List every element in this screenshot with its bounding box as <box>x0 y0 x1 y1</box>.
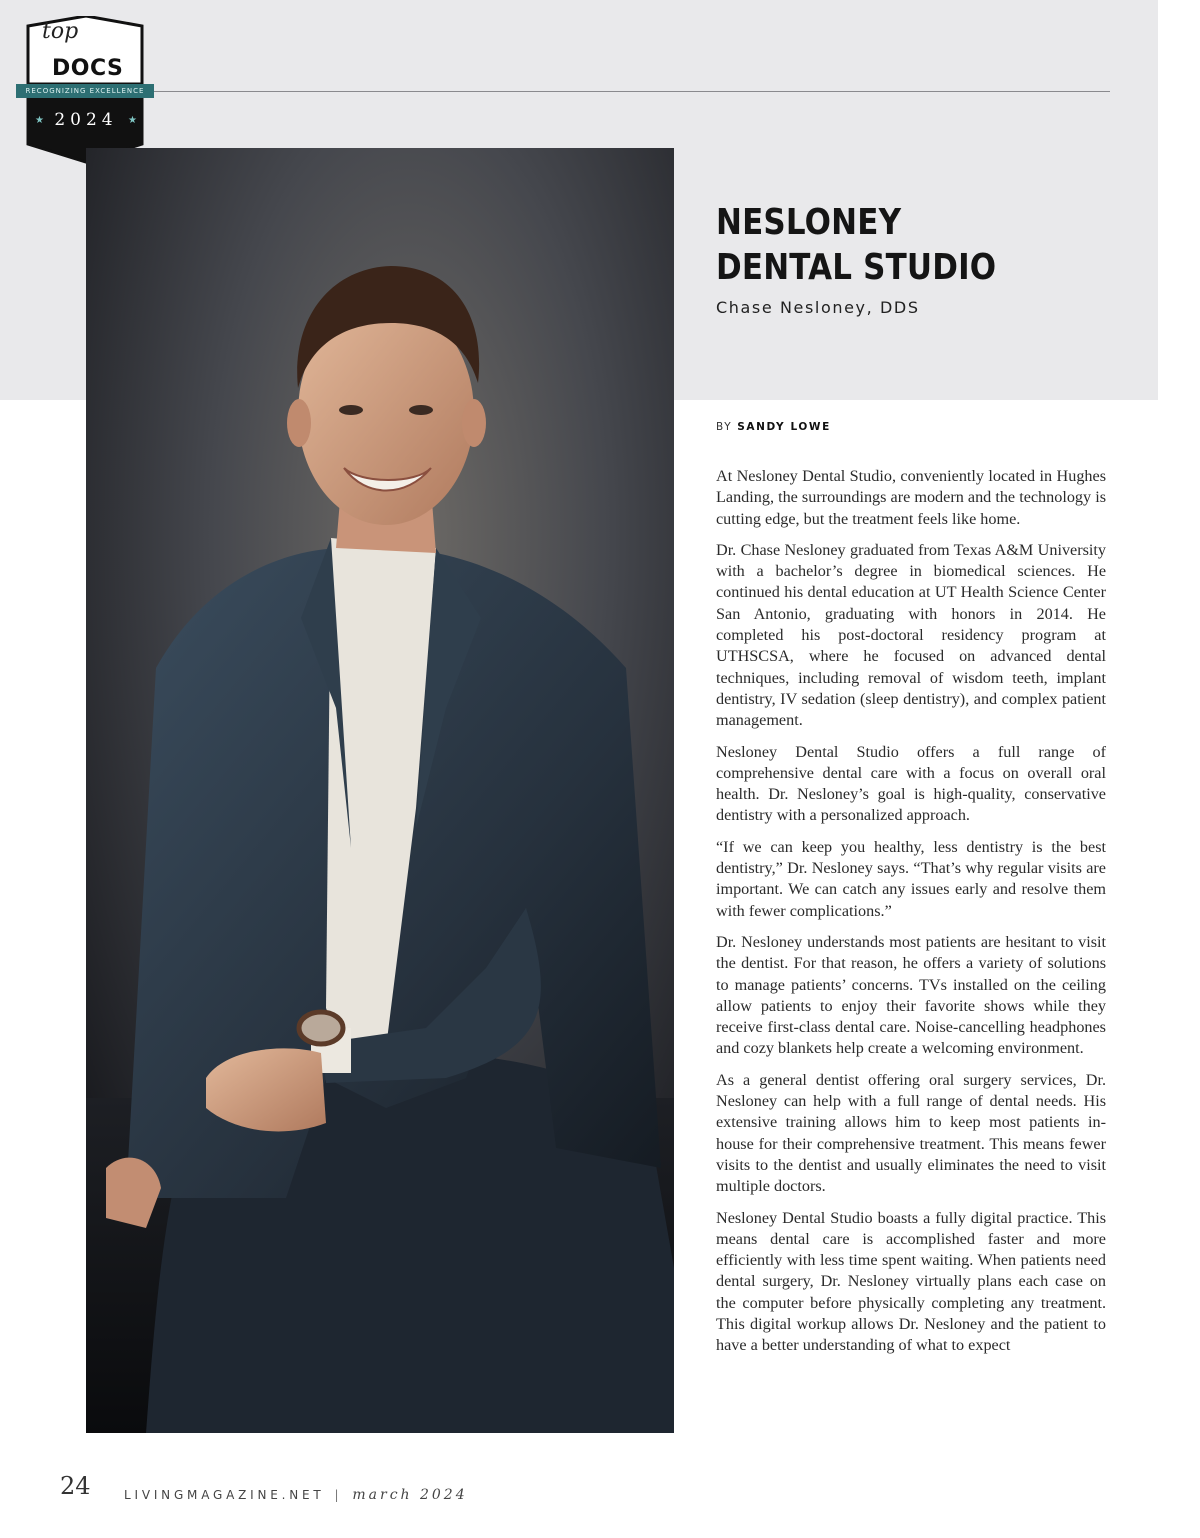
portrait-photo-icon <box>86 148 674 1433</box>
byline-author: SANDY LOWE <box>737 421 831 433</box>
paragraph: Nesloney Dental Studio offers a full range of comprehensive dental care with a focus on overall oral health. Dr. Nesloney’s goal is high-quality, conservative dentistry with a personalized approach. <box>716 742 1106 825</box>
badge-docs-text: DOCS <box>52 56 124 81</box>
paragraph: As a general dentist offering oral surgery services, Dr. Nesloney can help with a full range of dental needs. His extensive training allows him to keep most patients in-house for their comprehensive treatment. This means fewer visits to the dentist and usually eliminates the need to visit multiple doctors. <box>716 1070 1106 1196</box>
title-line-1: NESLONEY <box>716 202 902 243</box>
footer-separator: | <box>334 1488 343 1502</box>
star-icon: ★ <box>128 115 137 126</box>
paragraph: Nesloney Dental Studio boasts a fully digital practice. This means dental care is accomplished faster and more efficiently with less time spent waiting. When patients need dental surgery, Dr. Nesloney virtually plans each case on the computer before physically completing any treatment. This digital workup allows Dr. Nesloney and the patient to have a better understanding of what to expect <box>716 1208 1106 1355</box>
byline <box>716 421 831 433</box>
badge-ribbon: RECOGNIZING EXCELLENCE <box>16 84 154 98</box>
page-number: 24 <box>60 1472 91 1500</box>
page-title <box>716 200 1077 290</box>
top-docs-badge <box>16 16 156 166</box>
article-body <box>716 466 1106 1367</box>
footer-site: LIVINGMAGAZINE.NET <box>124 1488 325 1502</box>
paragraph: “If we can keep you healthy, less dentistry is the best dentistry,” Dr. Nesloney says. “That’s why regular visits are important. We can catch any issues early and resolve them with fewer complications.” <box>716 837 1106 920</box>
portrait-photo <box>86 148 674 1433</box>
doctor-name: Chase Nesloney, DDS <box>716 298 920 317</box>
paragraph: Dr. Nesloney understands most patients are hesitant to visit the dentist. For that reason, he offers a variety of solutions to manage patients’ concerns. TVs installed on the ceiling allow patients to enjoy their favorite shows while they receive first-class dental care. Noise-cancelling headphones and cozy blankets help create a welcoming environment. <box>716 932 1106 1058</box>
byline-prefix: BY <box>716 421 733 433</box>
paragraph: At Nesloney Dental Studio, conveniently located in Hughes Landing, the surroundings are modern and the technology is cutting edge, but the treatment feels like home. <box>716 467 1106 528</box>
badge-year-text: 2024 <box>54 110 118 130</box>
title-line-2: DENTAL STUDIO <box>716 247 997 288</box>
footer-line <box>124 1487 468 1503</box>
star-icon: ★ <box>34 115 44 126</box>
footer-issue: march 2024 <box>352 1487 468 1503</box>
paragraph: Dr. Chase Nesloney graduated from Texas A&M University with a bachelor’s degree in biomedical sciences. He continued his dental education at UT Health Science Center San Antonio, graduating with honors in 2014. He completed his post-doctoral residency program at UTHSCSA, where he focused on advanced dental techniques, including removal of wisdom teeth, implant dentistry, IV sedation (sleep dentistry), and complex patient management. <box>716 540 1106 730</box>
badge-top-text: top <box>42 19 79 44</box>
header-rule <box>150 91 1110 92</box>
page-edge <box>1158 0 1200 1538</box>
badge-year <box>28 110 144 130</box>
